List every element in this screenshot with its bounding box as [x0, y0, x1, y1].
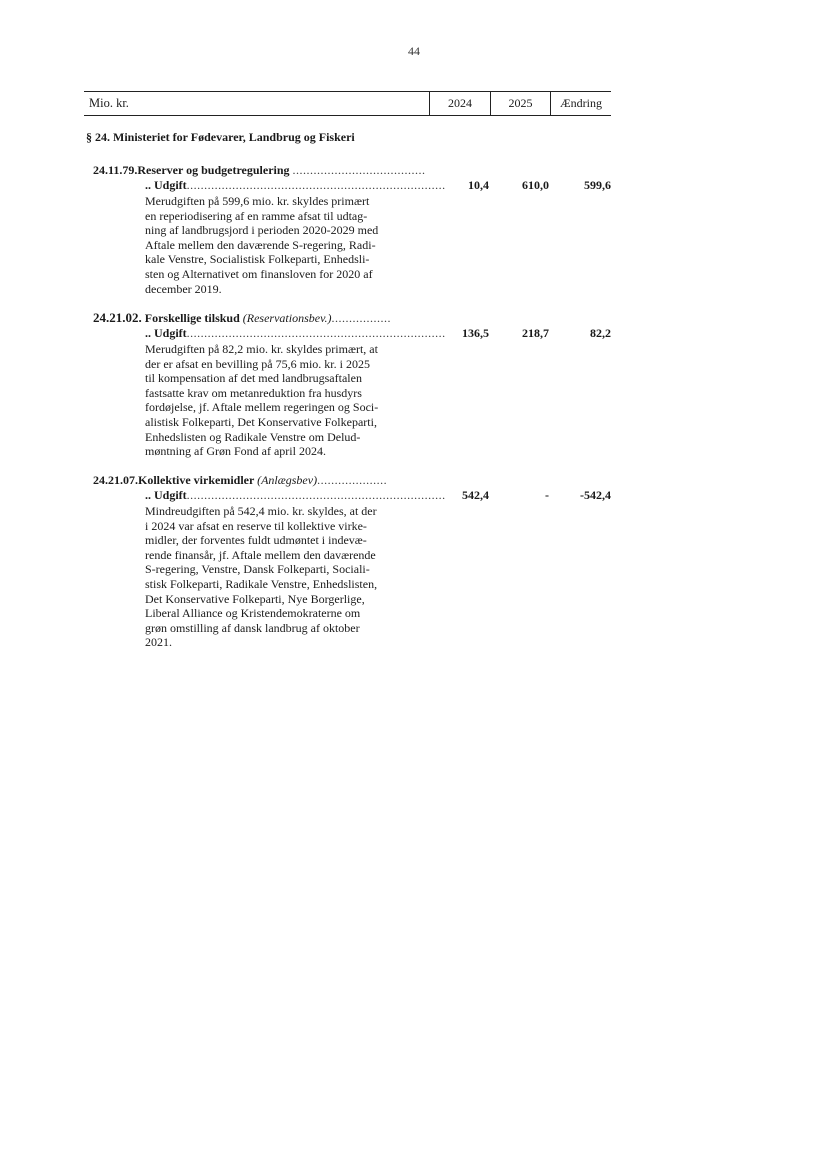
- value-2024: 136,5: [462, 326, 489, 340]
- udgift-leader: ..........................................................................: [186, 326, 446, 340]
- item-title: Forskellige tilskud: [144, 311, 240, 325]
- value-change: 82,2: [590, 326, 611, 340]
- budget-item: [93, 473, 611, 650]
- section-title: § 24. Ministeriet for Fødevarer, Landbrug og Fiskeri: [86, 130, 355, 144]
- item-code: 24.11.79.: [93, 163, 138, 177]
- udgift-text: .. Udgift: [145, 326, 187, 340]
- item-title: Kollektive virkemidler: [138, 473, 255, 487]
- udgift-label: [145, 326, 446, 341]
- udgift-leader: ..........................................................................: [186, 178, 446, 192]
- column-header-2025: 2025: [508, 96, 533, 110]
- item-subtitle: (Anlægsbev): [257, 473, 318, 487]
- unit-label: Mio. kr.: [89, 96, 129, 110]
- value-change: 599,6: [584, 178, 611, 192]
- value-change: -542,4: [580, 488, 611, 502]
- item-title: Reserver og budgetregulering: [137, 163, 290, 177]
- udgift-leader: ..........................................................................: [186, 488, 446, 502]
- item-subtitle: (Reservationsbev.): [242, 311, 332, 325]
- item-description: Mindreudgiften på 542,4 mio. kr. skyldes, at der i 2024 var afsat en reserve til kollektive virke- midler, der forventes fuldt udmøntet i indevæ- rende finansår, jf. Aftale mellem den daværende S-regering, Venstre, Dansk Folkeparti, Sociali- stisk Folkeparti, Radikale Venstre, Enhedslisten, Det Konservative Folkeparti, Nye Borgerlige, Liberal Alliance og Kristendemokraterne om grøn omstilling af dansk landbrug af oktober 2021.: [145, 504, 378, 650]
- item-leader: ....................: [317, 473, 388, 487]
- value-2025: -: [545, 488, 549, 502]
- udgift-row: [93, 326, 611, 342]
- budget-item: [93, 310, 611, 459]
- item-leader: .................: [331, 311, 392, 325]
- page-number: 44: [408, 44, 420, 58]
- column-header-2024: 2024: [448, 96, 472, 110]
- value-2025: 610,0: [522, 178, 549, 192]
- item-description: Merudgiften på 82,2 mio. kr. skyldes primært, at der er afsat en bevilling på 75,6 mio. kr. i 2025 til kompensation af det med landbrugsaftalen fastsatte krav om metanreduktion fra husdyrs fordøjelse, jf. Aftale mellem regeringen og Soci- alistisk Folkeparti, Det Konservative Folkeparti, Enhedslisten og Radikale Venstre om Delud- møntning af Grøn Fond af april 2024.: [145, 342, 379, 459]
- item-heading: [93, 310, 406, 326]
- udgift-row: [93, 178, 611, 194]
- table-header: [84, 91, 611, 116]
- udgift-label: [145, 178, 446, 193]
- item-heading: [93, 163, 426, 178]
- item-code: 24.21.02.: [93, 310, 142, 325]
- udgift-label: [145, 488, 446, 503]
- value-2024: 10,4: [468, 178, 489, 192]
- budget-item: [93, 163, 611, 296]
- item-leader: ......................................: [292, 163, 426, 177]
- udgift-text: .. Udgift: [145, 178, 187, 192]
- column-header-change: Ændring: [560, 96, 602, 110]
- udgift-row: [93, 488, 611, 504]
- item-description: Merudgiften på 599,6 mio. kr. skyldes primært en reperiodisering af en ramme afsat til udtag- ning af landbrugsjord i perioden 2020-2029 med Aftale mellem den daværende S-regering, Radi- kale Venstre, Socialistisk Folkeparti, Enhedsli- sten og Alternativet om finansloven for 2020 af december 2019.: [145, 194, 379, 296]
- item-heading: [93, 473, 406, 488]
- udgift-text: .. Udgift: [145, 488, 187, 502]
- value-2024: 542,4: [462, 488, 489, 502]
- item-code: 24.21.07.: [93, 473, 138, 487]
- value-2025: 218,7: [522, 326, 549, 340]
